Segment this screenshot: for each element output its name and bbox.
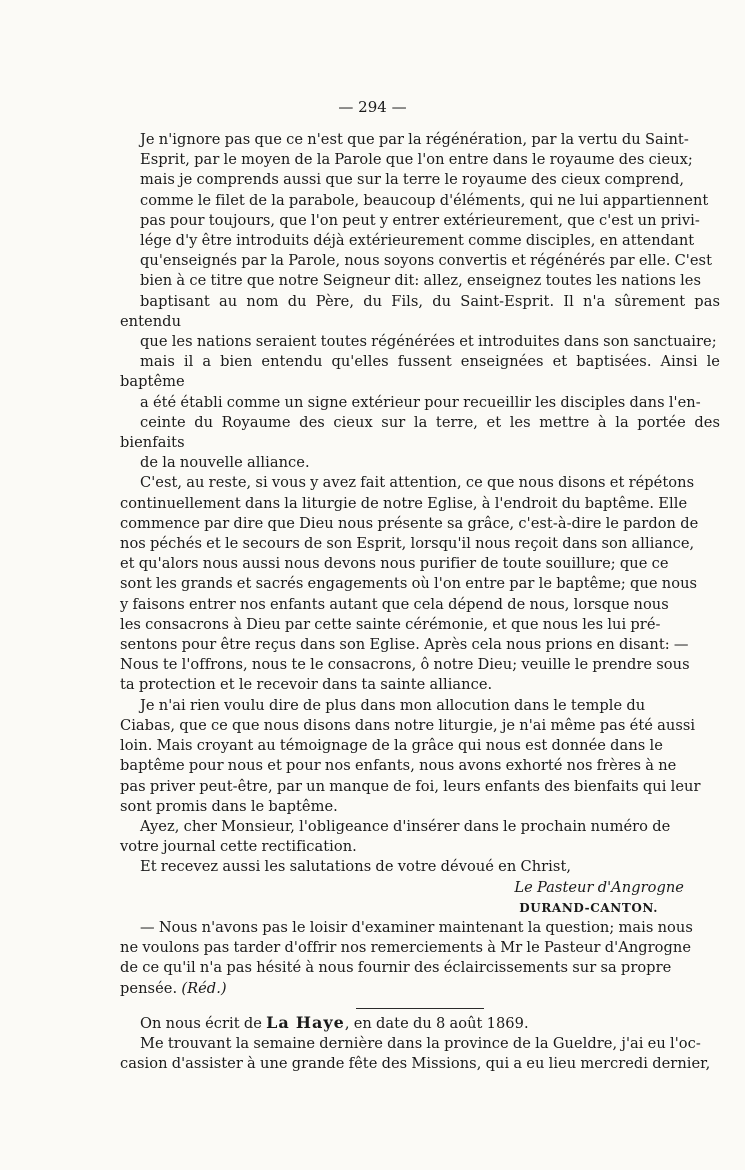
text-line: et qu'alors nous aussi nous devons nous purifier de toute souillure; que ce	[120, 555, 669, 573]
text-line: de la nouvelle alliance.	[140, 454, 310, 472]
letter-body	[120, 130, 720, 1074]
intro-date: , en date du 8 août 1869.	[344, 1014, 529, 1032]
paragraph-allocution	[120, 696, 720, 817]
text-line: C'est, au reste, si vous y avez fait attention, ce que nous disons et répétons	[140, 474, 695, 492]
editor-mark: (Réd.)	[181, 979, 227, 997]
text-line: Je n'ignore pas que ce n'est que par la régénération, par la vertu du Saint-	[140, 131, 689, 148]
editor-note-last-line	[120, 979, 720, 999]
text-line: mais il a bien entendu qu'elles fussent enseignées et baptisées. Ainsi le baptême	[120, 353, 720, 391]
editor-note	[120, 918, 720, 999]
text-line: Ciabas, que ce que nous disons dans notre liturgie, je n'ai même pas été aussi	[120, 716, 696, 734]
text-line: mais je comprends aussi que sur la terre le royaume des cieux comprend,	[140, 171, 685, 189]
text-line: commence par dire que Dieu nous présente sa grâce, c'est-à-dire le pardon de	[120, 514, 699, 532]
text-line: baptisant au nom du Père, du Fils, du Saint-Esprit. Il n'a sûrement pas entendu	[120, 292, 720, 330]
section-divider	[356, 1008, 484, 1009]
text-line: Je n'ai rien voulu dire de plus dans mon allocution dans le temple du	[140, 696, 646, 714]
text-line: ta protection et le recevoir dans ta sainte alliance.	[120, 676, 493, 694]
intro-text: On nous écrit de	[140, 1014, 262, 1032]
text-line: les consacrons à Dieu par cette sainte cérémonie, et que nous les lui pré-	[120, 615, 661, 633]
signature-name: DURAND-CANTON.	[519, 900, 658, 915]
text-line: de ce qu'il n'a pas hésité à nous fournir des éclaircissements sur sa propre	[120, 959, 672, 977]
text-line: qu'enseignés par la Parole, nous soyons convertis et régénérés par elle. C'est	[140, 252, 713, 270]
paragraph-closing	[120, 857, 720, 877]
text-line: Esprit, par le moyen de la Parole que l'on entre dans le royaume des cieux;	[140, 151, 693, 169]
text-line: Nous te l'offrons, nous te le consacrons, ô notre Dieu; veuille le prendre sous	[120, 656, 690, 674]
paragraph-liturgy	[120, 473, 720, 695]
paragraph-request	[120, 817, 720, 857]
next-article	[120, 1013, 720, 1075]
text-line: comme le filet de la parabole, beaucoup d'éléments, qui ne lui appartiennent	[140, 191, 709, 209]
text-line: sont promis dans le baptême.	[120, 797, 338, 815]
text-line: bien à ce titre que notre Seigneur dit: allez, enseignez toutes les nations les	[140, 272, 702, 290]
signature-title: Le Pasteur d'Angrogne	[514, 878, 684, 896]
paragraph-regeneration	[120, 130, 720, 473]
place-name: La Haye	[266, 1012, 345, 1032]
text-line: votre journal cette rectification.	[120, 838, 357, 856]
text-line: pas pour toujours, que l'on peut y entrer extérieurement, que c'est un privi-	[140, 211, 700, 229]
text-line: casion d'assister à une grande fête des Missions, qui a eu lieu mercredi dernier,	[120, 1055, 711, 1073]
text-line: loin. Mais croyant au témoignage de la grâce qui nous est donnée dans le	[120, 737, 663, 755]
text-line: baptême pour nous et pour nos enfants, nous avons exhorté nos frères à ne	[120, 757, 677, 775]
page-number: — 294 —	[338, 98, 407, 116]
text-line: continuellement dans la liturgie de notre Eglise, à l'endroit du baptême. Elle	[120, 494, 688, 512]
text-line: — Nous n'avons pas le loisir d'examiner maintenant la question; mais nous	[140, 918, 693, 936]
text-line: lége d'y être introduits déjà extérieurement comme disciples, en attendant	[140, 232, 695, 250]
text-line: Me trouvant la semaine dernière dans la province de la Gueldre, j'ai eu l'oc-	[140, 1034, 701, 1052]
article-intro	[140, 1013, 720, 1034]
text-line: y faisons entrer nos enfants autant que cela dépend de nous, lorsque nous	[120, 595, 669, 613]
text-line: que les nations seraient toutes régénérées et introduites dans son sanctuaire;	[140, 333, 717, 351]
text-line: Ayez, cher Monsieur, l'obligeance d'insérer dans le prochain numéro de	[140, 817, 671, 835]
text-line: Et recevez aussi les salutations de votre dévoué en Christ,	[140, 858, 572, 876]
text-line: sentons pour être reçus dans son Eglise. Après cela nous prions en disant: —	[120, 636, 689, 654]
text-line: nos péchés et le secours de son Esprit, lorsqu'il nous reçoit dans son alliance,	[120, 535, 695, 553]
text-line: a été établi comme un signe extérieur pour recueillir les disciples dans l'en-	[140, 393, 701, 411]
text-line: ceinte du Royaume des cieux sur la terre, et les mettre à la portée des bienfaits	[120, 413, 720, 452]
text-line: ne voulons pas tarder d'offrir nos remerciements à Mr le Pasteur d'Angrogne	[120, 939, 692, 957]
text-line: pas priver peut-être, par un manque de foi, leurs enfants des bienfaits qui leur	[120, 777, 701, 795]
text-line: sont les grands et sacrés engagements où l'on entre par le baptême; que nous	[120, 575, 698, 593]
text-line: pensée.	[120, 979, 178, 997]
